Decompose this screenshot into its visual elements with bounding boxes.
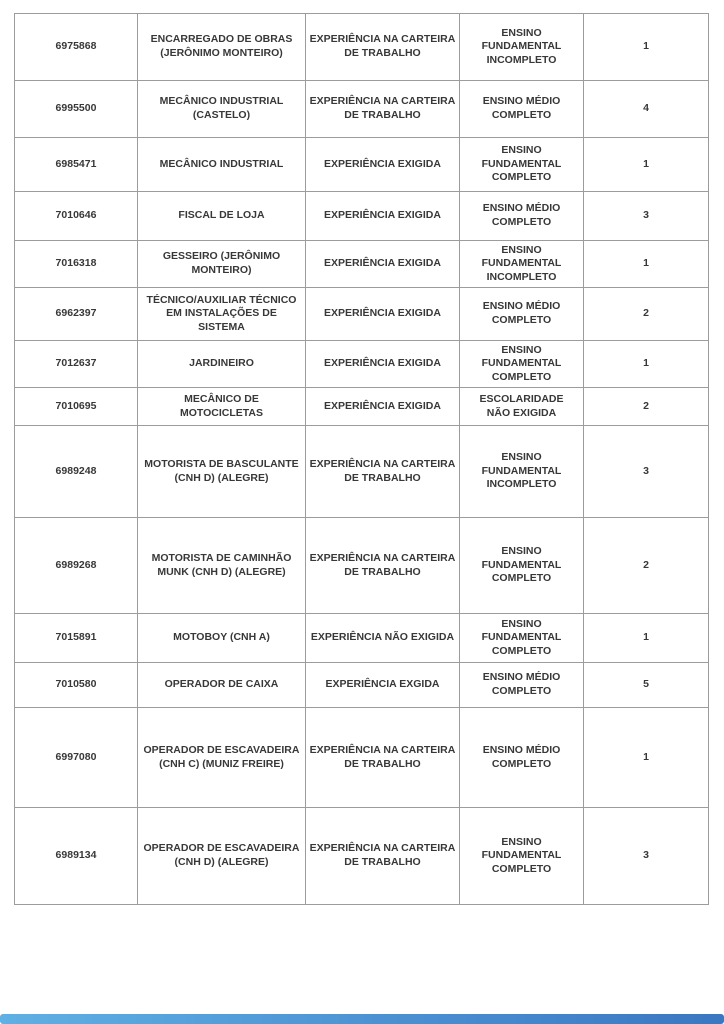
cell-code: 6985471 — [15, 138, 138, 192]
cell-education: ENSINO MÉDIO COMPLETO — [460, 663, 584, 708]
cell-experience: EXPERIÊNCIA NA CARTEIRA DE TRABALHO — [306, 81, 460, 138]
cell-code: 7010646 — [15, 192, 138, 241]
cell-education: ENSINO FUNDAMENTAL INCOMPLETO — [460, 241, 584, 288]
cell-code: 7012637 — [15, 341, 138, 388]
cell-experience: EXPERIÊNCIA EXGIDA — [306, 663, 460, 708]
cell-education: ENSINO FUNDAMENTAL INCOMPLETO — [460, 14, 584, 81]
table-row — [15, 663, 709, 708]
cell-openings: 3 — [584, 426, 709, 518]
cell-job-title: MOTOBOY (CNH A) — [138, 614, 306, 663]
cell-code: 6989248 — [15, 426, 138, 518]
table-row — [15, 81, 709, 138]
cell-job-title: FISCAL DE LOJA — [138, 192, 306, 241]
cell-job-title: MECÂNICO INDUSTRIAL (CASTELO) — [138, 81, 306, 138]
cell-openings: 2 — [584, 388, 709, 426]
cell-experience: EXPERIÊNCIA EXIGIDA — [306, 192, 460, 241]
footer-accent-bar — [0, 1014, 724, 1024]
cell-job-title: MOTORISTA DE CAMINHÃO MUNK (CNH D) (ALEGRE) — [138, 518, 306, 614]
cell-experience: EXPERIÊNCIA EXIGIDA — [306, 241, 460, 288]
table-row — [15, 138, 709, 192]
vacancies-table — [14, 13, 709, 905]
cell-job-title: MOTORISTA DE BASCULANTE (CNH D) (ALEGRE) — [138, 426, 306, 518]
cell-education: ENSINO FUNDAMENTAL COMPLETO — [460, 614, 584, 663]
cell-experience: EXPERIÊNCIA EXIGIDA — [306, 138, 460, 192]
cell-experience: EXPERIÊNCIA NA CARTEIRA DE TRABALHO — [306, 518, 460, 614]
cell-code: 7010580 — [15, 663, 138, 708]
cell-job-title: OPERADOR DE CAIXA — [138, 663, 306, 708]
cell-openings: 1 — [584, 341, 709, 388]
cell-job-title: TÉCNICO/AUXILIAR TÉCNICO EM INSTALAÇÕES DE SISTEMA — [138, 288, 306, 341]
cell-experience: EXPERIÊNCIA NA CARTEIRA DE TRABALHO — [306, 426, 460, 518]
table-row — [15, 708, 709, 808]
table-row — [15, 192, 709, 241]
cell-education: ENSINO MÉDIO COMPLETO — [460, 708, 584, 808]
table-row — [15, 14, 709, 81]
cell-openings: 1 — [584, 614, 709, 663]
cell-openings: 1 — [584, 241, 709, 288]
cell-experience: EXPERIÊNCIA EXIGIDA — [306, 341, 460, 388]
cell-openings: 1 — [584, 708, 709, 808]
cell-code: 7016318 — [15, 241, 138, 288]
cell-openings: 4 — [584, 81, 709, 138]
cell-experience: EXPERIÊNCIA EXIGIDA — [306, 388, 460, 426]
cell-job-title: MECÂNICO INDUSTRIAL — [138, 138, 306, 192]
cell-code: 6997080 — [15, 708, 138, 808]
cell-job-title: ENCARREGADO DE OBRAS (JERÔNIMO MONTEIRO) — [138, 14, 306, 81]
cell-job-title: JARDINEIRO — [138, 341, 306, 388]
cell-code: 6975868 — [15, 14, 138, 81]
cell-experience: EXPERIÊNCIA NÃO EXIGIDA — [306, 614, 460, 663]
cell-experience: EXPERIÊNCIA NA CARTEIRA DE TRABALHO — [306, 708, 460, 808]
cell-education: ENSINO FUNDAMENTAL COMPLETO — [460, 518, 584, 614]
vacancies-body — [15, 14, 709, 905]
cell-job-title: OPERADOR DE ESCAVADEIRA (CNH C) (MUNIZ FREIRE) — [138, 708, 306, 808]
table-row — [15, 518, 709, 614]
table-row — [15, 808, 709, 905]
cell-code: 7010695 — [15, 388, 138, 426]
table-row — [15, 341, 709, 388]
table-row — [15, 388, 709, 426]
cell-education: ENSINO FUNDAMENTAL COMPLETO — [460, 808, 584, 905]
table-row — [15, 288, 709, 341]
table-row — [15, 241, 709, 288]
cell-openings: 1 — [584, 14, 709, 81]
cell-experience: EXPERIÊNCIA NA CARTEIRA DE TRABALHO — [306, 808, 460, 905]
table-row — [15, 426, 709, 518]
cell-code: 6989134 — [15, 808, 138, 905]
cell-education: ENSINO FUNDAMENTAL COMPLETO — [460, 341, 584, 388]
cell-job-title: OPERADOR DE ESCAVADEIRA (CNH D) (ALEGRE) — [138, 808, 306, 905]
table-row — [15, 614, 709, 663]
cell-education: ENSINO FUNDAMENTAL INCOMPLETO — [460, 426, 584, 518]
cell-openings: 2 — [584, 518, 709, 614]
cell-job-title: GESSEIRO (JERÔNIMO MONTEIRO) — [138, 241, 306, 288]
cell-code: 6962397 — [15, 288, 138, 341]
cell-openings: 2 — [584, 288, 709, 341]
cell-openings: 1 — [584, 138, 709, 192]
cell-education: ENSINO FUNDAMENTAL COMPLETO — [460, 138, 584, 192]
cell-job-title: MECÂNICO DE MOTOCICLETAS — [138, 388, 306, 426]
cell-education: ESCOLARIDADE NÃO EXIGIDA — [460, 388, 584, 426]
cell-openings: 3 — [584, 808, 709, 905]
cell-experience: EXPERIÊNCIA EXIGIDA — [306, 288, 460, 341]
cell-education: ENSINO MÉDIO COMPLETO — [460, 81, 584, 138]
cell-education: ENSINO MÉDIO COMPLETO — [460, 192, 584, 241]
cell-experience: EXPERIÊNCIA NA CARTEIRA DE TRABALHO — [306, 14, 460, 81]
cell-education: ENSINO MÉDIO COMPLETO — [460, 288, 584, 341]
cell-code: 7015891 — [15, 614, 138, 663]
cell-openings: 5 — [584, 663, 709, 708]
cell-code: 6989268 — [15, 518, 138, 614]
cell-openings: 3 — [584, 192, 709, 241]
cell-code: 6995500 — [15, 81, 138, 138]
